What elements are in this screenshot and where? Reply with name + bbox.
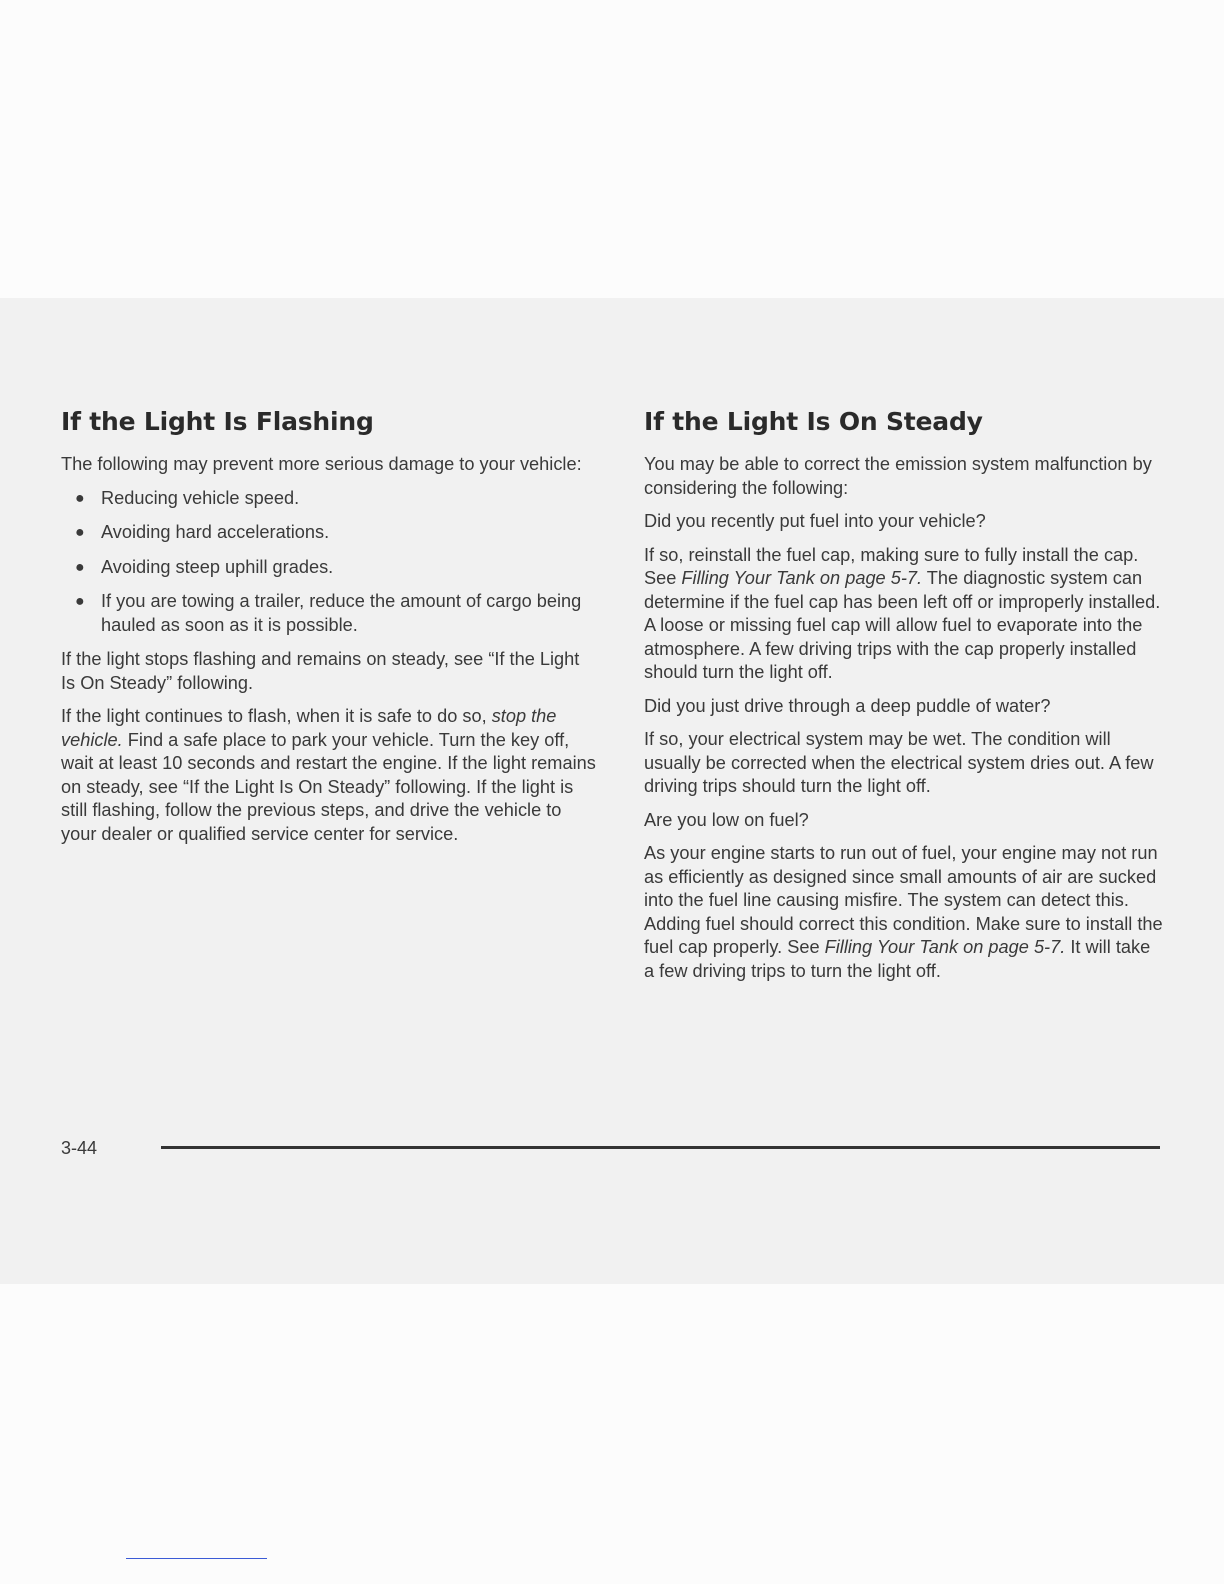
cross-reference-link[interactable]: Filling Your Tank on page 5-7. bbox=[824, 937, 1066, 957]
intro-paragraph: The following may prevent more serious damage to your vehicle: bbox=[61, 454, 582, 474]
list-item: ● Reducing vehicle speed. bbox=[61, 487, 596, 511]
question-puddle: Did you just drive through a deep puddle of water? bbox=[644, 695, 1051, 716]
list-item: ● If you are towing a trailer, reduce the amount of cargo being hauled as soon as it is possible. bbox=[75, 591, 582, 635]
link-underline bbox=[126, 1558, 267, 1559]
bullet-icon: ● bbox=[75, 593, 85, 610]
footer-divider bbox=[161, 1146, 1160, 1149]
section-heading-steady: If the Light Is On Steady bbox=[644, 407, 983, 436]
bullet-icon: ● bbox=[75, 524, 85, 541]
bullet-list bbox=[61, 487, 596, 638]
stop-vehicle-emphasis: stop the vehicle. bbox=[61, 706, 557, 750]
continue-flash-paragraph: If the light continues to flash, when it is safe to do so, stop the vehicle. Find a safe place to park your vehicle. Turn the key off, wait at least 10 seconds and restart the engine. If the light remains on steady, see “If the Light Is On Steady” following. If the light is still flashing, follow the previous steps, and drive the vehicle to your dealer or qualified service center for service. bbox=[61, 706, 596, 844]
question-low-fuel: Are you low on fuel? bbox=[644, 809, 809, 830]
bullet-icon: ● bbox=[75, 489, 85, 507]
left-column bbox=[61, 405, 596, 856]
bullet-icon: ● bbox=[75, 558, 85, 576]
cross-reference-link[interactable]: Filling Your Tank on page 5-7. bbox=[681, 568, 923, 588]
section-heading-flashing: If the Light Is Flashing bbox=[61, 407, 374, 436]
answer-puddle: If so, your electrical system may be wet. The condition will usually be corrected when the electrical system dries out. A few driving trips should turn the light off. bbox=[644, 729, 1154, 796]
list-item: ● Avoiding hard accelerations. bbox=[61, 521, 596, 545]
steady-reference-paragraph: If the light stops flashing and remains on steady, see “If the Light Is On Steady” following. bbox=[61, 649, 580, 693]
answer-fuel-cap: If so, reinstall the fuel cap, making sure to fully install the cap. See Filling Your Tank on page 5-7. The diagnostic system can determine if the fuel cap has been left off or improperly installed. A loose or missing fuel cap will allow fuel to evaporate into the atmosphere. A few driving trips with the cap properly installed should turn the light off. bbox=[644, 544, 1161, 682]
right-column bbox=[644, 405, 1164, 993]
page-number: 3-44 bbox=[61, 1138, 98, 1158]
answer-low-fuel: As your engine starts to run out of fuel, your engine may not run as efficiently as designed since small amounts of air are sucked into the fuel line causing misfire. The system can detect this. Adding fuel should correct this condition. Make sure to install the fuel cap properly. See Filling Your Tank on page 5-7. It will take a few driving trips to turn the light off. bbox=[644, 843, 1163, 981]
intro-paragraph: You may be able to correct the emission system malfunction by considering the following: bbox=[644, 454, 1152, 498]
list-item: ● Avoiding steep uphill grades. bbox=[61, 556, 596, 580]
question-fuel: Did you recently put fuel into your vehicle? bbox=[644, 511, 986, 531]
